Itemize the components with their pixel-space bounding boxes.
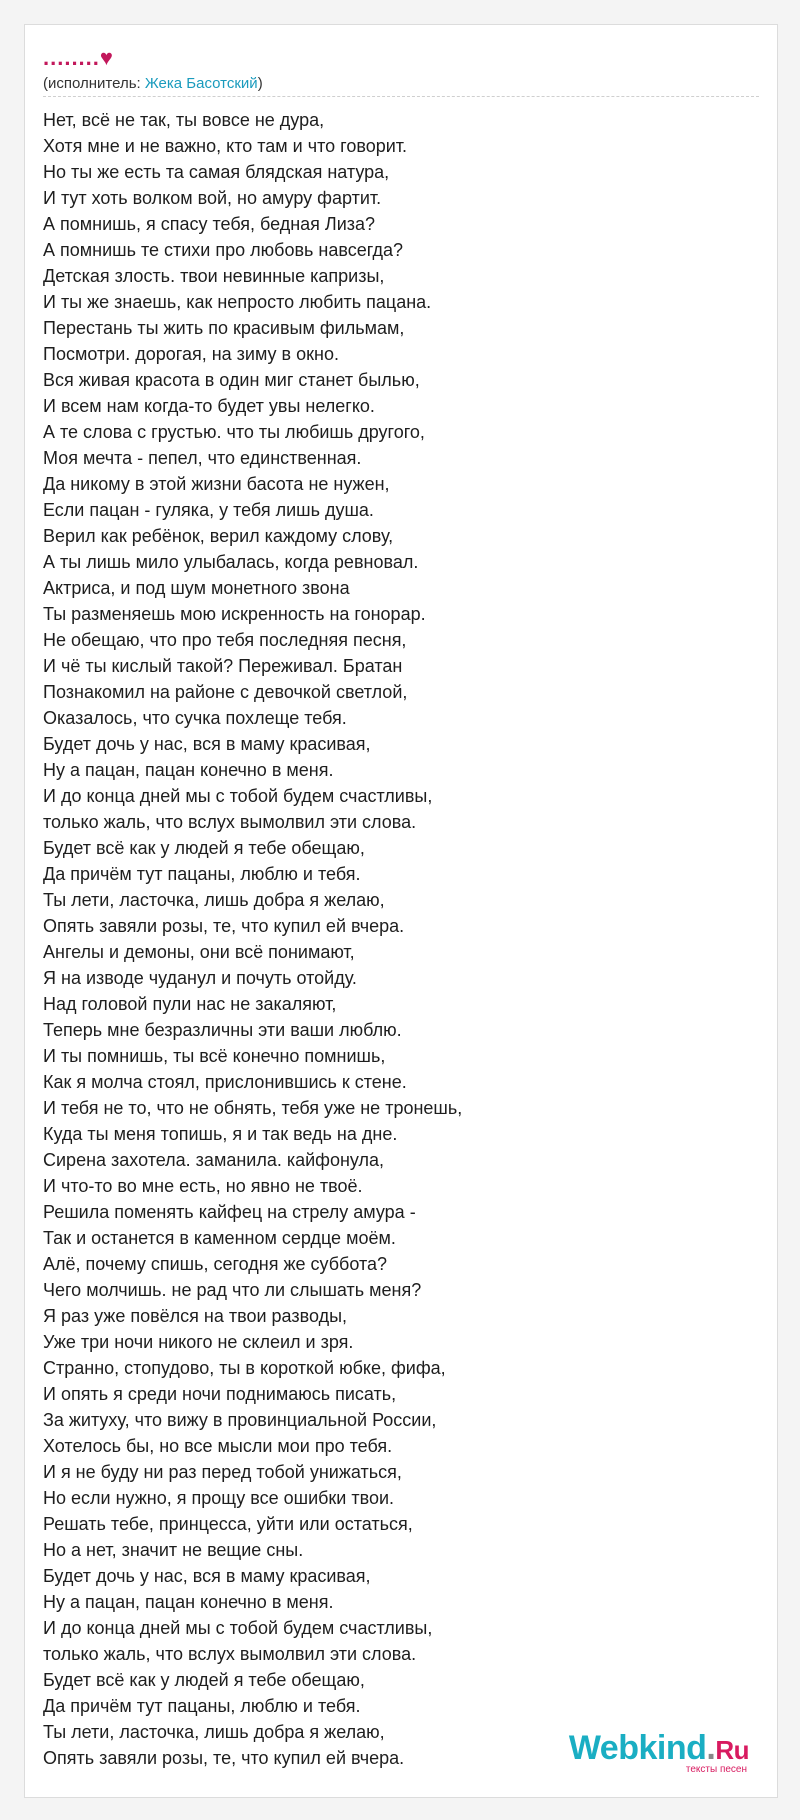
lyric-line: Будет всё как у людей я тебе обещаю, [43, 838, 365, 858]
lyric-line: И до конца дней мы с тобой будем счастливы, [43, 786, 433, 806]
lyric-line: Чего молчишь. не рад что ли слышать меня? [43, 1280, 422, 1300]
lyric-line: Алё, почему спишь, сегодня же суббота? [43, 1254, 388, 1274]
lyric-line: Вся живая красота в один миг станет былью, [43, 370, 420, 390]
lyric-line: Решать тебе, принцесса, уйти или остаться, [43, 1514, 413, 1534]
artist-suffix: ) [257, 75, 263, 92]
artist-line [43, 75, 263, 93]
lyric-line: Я на изводе чуданул и почуть отойду. [43, 968, 357, 988]
lyric-line: Опять завяли розы, те, что купил ей вчера. [43, 1748, 405, 1768]
logo-tagline: тексты песен [685, 1764, 747, 1775]
lyric-line: Перестань ты жить по красивым фильмам, [43, 318, 405, 338]
lyric-line: Да никому в этой жизни басота не нужен, [43, 474, 390, 494]
lyric-line: А те слова с грустью. что ты любишь другого, [43, 422, 425, 442]
logo-dot: . [706, 1729, 716, 1767]
lyrics-text [43, 107, 462, 1771]
lyric-line: А помнишь те стихи про любовь навсегда? [43, 240, 403, 260]
lyric-line: А помнишь, я спасу тебя, бедная Лиза? [43, 214, 376, 234]
lyric-line: И до конца дней мы с тобой будем счастливы, [43, 1618, 433, 1638]
lyric-line: И я не буду ни раз перед тобой унижаться, [43, 1462, 402, 1482]
lyric-line: Но если нужно, я прощу все ошибки твои. [43, 1488, 395, 1508]
lyric-line: только жаль, что вслух вымолвил эти слова. [43, 812, 417, 832]
lyric-line: И опять я среди ночи поднимаюсь писать, [43, 1384, 397, 1404]
lyric-line: Ты лети, ласточка, лишь добра я желаю, [43, 1722, 385, 1742]
lyric-line: Так и останется в каменном сердце моём. [43, 1228, 396, 1248]
lyric-line: Над головой пули нас не закаляют, [43, 994, 337, 1014]
lyric-line: Будет дочь у нас, вся в маму красивая, [43, 734, 371, 754]
lyric-line: Куда ты меня топишь, я и так ведь на дне. [43, 1124, 398, 1144]
lyric-line: Но а нет, значит не вещие сны. [43, 1540, 304, 1560]
lyric-line: И чё ты кислый такой? Переживал. Братан [43, 656, 403, 676]
artist-link[interactable]: Жека Басотский [144, 75, 258, 92]
lyric-line: Будет дочь у нас, вся в маму красивая, [43, 1566, 371, 1586]
lyric-line: Хотелось бы, но все мысли мои про тебя. [43, 1436, 393, 1456]
lyric-line: Будет всё как у людей я тебе обещаю, [43, 1670, 365, 1690]
lyric-line: Уже три ночи никого не склеил и зря. [43, 1332, 354, 1352]
lyric-line: И ты помнишь, ты всё конечно помнишь, [43, 1046, 386, 1066]
header-divider [43, 96, 759, 97]
logo-main-text: Webkind [568, 1729, 707, 1767]
lyric-line: Ангелы и демоны, они всё понимают, [43, 942, 355, 962]
lyric-line: И тут хоть волком вой, но амуру фартит. [43, 188, 382, 208]
lyric-line: Странно, стопудово, ты в короткой юбке, фифа, [43, 1358, 446, 1378]
lyric-line: Решила поменять кайфец на стрелу амура - [43, 1202, 416, 1222]
lyric-line: Познакомил на районе с девочкой светлой, [43, 682, 408, 702]
lyric-line: Нет, всё не так, ты вовсе не дура, [43, 110, 325, 130]
logo-tld: Ru [715, 1735, 749, 1765]
lyric-line: Оказалось, что сучка похлеще тебя. [43, 708, 347, 728]
lyric-line: Ну а пацан, пацан конечно в меня. [43, 1592, 334, 1612]
artist-prefix: (исполнитель: [43, 75, 145, 92]
lyric-line: За житуху, что вижу в провинциальной России, [43, 1410, 437, 1430]
lyric-line: Не обещаю, что про тебя последняя песня, [43, 630, 407, 650]
logo-wordmark [569, 1731, 749, 1767]
site-logo[interactable] [569, 1731, 749, 1775]
lyric-line: А ты лишь мило улыбалась, когда ревновал. [43, 552, 419, 572]
lyric-line: только жаль, что вслух вымолвил эти слова. [43, 1644, 417, 1664]
lyric-line: Ну а пацан, пацан конечно в меня. [43, 760, 334, 780]
lyric-line: Актриса, и под шум монетного звона [43, 578, 350, 598]
lyric-line: Ты разменяешь мою искренность на гонорар. [43, 604, 426, 624]
lyrics-card [24, 24, 778, 1798]
lyric-line: Верил как ребёнок, верил каждому слову, [43, 526, 394, 546]
lyric-line: Да причём тут пацаны, люблю и тебя. [43, 864, 361, 884]
lyric-line: Но ты же есть та самая блядская натура, [43, 162, 390, 182]
song-title: ........♥ [43, 45, 114, 70]
lyric-line: Да причём тут пацаны, люблю и тебя. [43, 1696, 361, 1716]
lyric-line: Хотя мне и не важно, кто там и что говорит. [43, 136, 408, 156]
lyric-line: Ты лети, ласточка, лишь добра я желаю, [43, 890, 385, 910]
lyric-line: И тебя не то, что не обнять, тебя уже не тронешь, [43, 1098, 463, 1118]
lyric-line: Как я молча стоял, прислонившись к стене. [43, 1072, 407, 1092]
lyric-line: Если пацан - гуляка, у тебя лишь душа. [43, 500, 374, 520]
lyric-line: Посмотри. дорогая, на зиму в окно. [43, 344, 339, 364]
lyric-line: И всем нам когда-то будет увы нелегко. [43, 396, 375, 416]
lyric-line: Теперь мне безразличны эти ваши люблю. [43, 1020, 402, 1040]
lyric-line: Детская злость. твои невинные капризы, [43, 266, 385, 286]
lyric-line: Я раз уже повёлся на твои разводы, [43, 1306, 348, 1326]
lyric-line: Опять завяли розы, те, что купил ей вчера. [43, 916, 405, 936]
lyric-line: И ты же знаешь, как непросто любить пацана. [43, 292, 432, 312]
lyric-line: Моя мечта - пепел, что единственная. [43, 448, 362, 468]
lyric-line: И что-то во мне есть, но явно не твоё. [43, 1176, 363, 1196]
lyric-line: Сирена захотела. заманила. кайфонула, [43, 1150, 385, 1170]
